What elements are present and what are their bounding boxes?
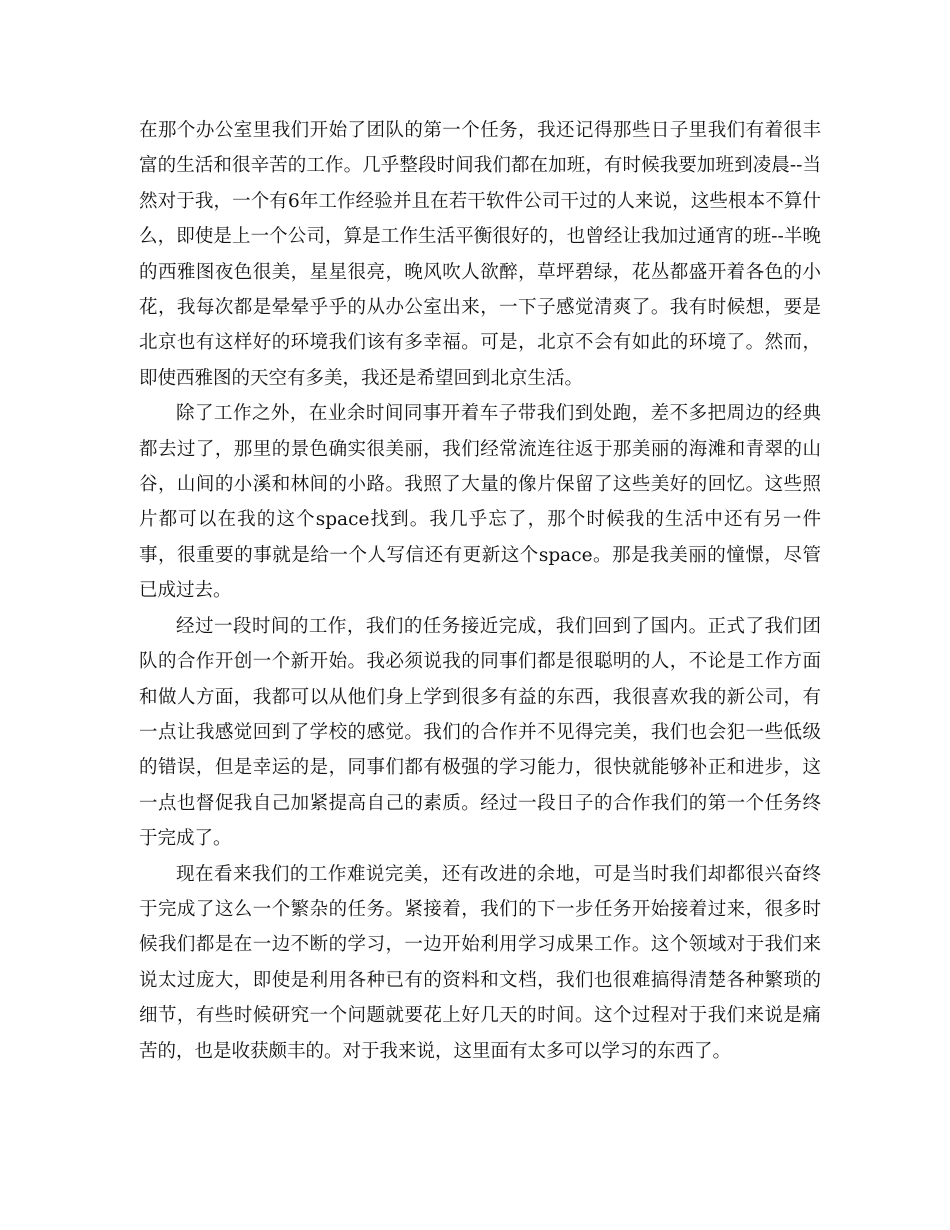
paragraph-1: 在那个办公室里我们开始了团队的第一个任务，我还记得那些日子里我们有着很丰富的生活和很辛苦的工作。几乎整段时间我们都在加班，有时候我要加班到凌晨--当然对于我，一个有6年工作经验并且在若干软件公司干过的人来说，这些根本不算什么，即使是上一个公司，算是工作生活平衡很好的，也曾经让我加过通宵的班--半晚的西雅图夜色很美，星星很亮，晚风吹人欲醉，草坪碧绿，花丛都盛开着各色的小花，我每次都是晕晕乎乎的从办公室出来，一下子感觉清爽了。我有时候想，要是北京也有这样好的环境我们该有多幸福。可是，北京不会有如此的环境了。然而，即使西雅图的天空有多美，我还是希望回到北京生活。 <box>139 120 821 389</box>
paragraph-3: 经过一段时间的工作，我们的任务接近完成，我们回到了国内。正式了我们团队的合作开创一个新开始。我必须说我的同事们都是很聪明的人，不论是工作方面和做人方面，我都可以从他们身上学到很多有益的东西，我很喜欢我的新公司，有一点让我感觉回到了学校的感觉。我们的合作并不见得完美，我们也会犯一些低级的错误，但是幸运的是，同事们都有极强的学习能力，很快就能够补正和进步，这一点也督促我自己加紧提高自己的素质。经过一段日子的合作我们的第一个任务终于完成了。 <box>139 615 821 850</box>
paragraph-2: 除了工作之外，在业余时间同事开着车子带我们到处跑，差不多把周边的经典都去过了，那里的景色确实很美丽，我们经常流连往返于那美丽的海滩和青翠的山谷，山间的小溪和林间的小路。我照了大量的像片保留了这些美好的回忆。这些照片都可以在我的这个space找到。我几乎忘了，那个时候我的生活中还有另一件事，很重要的事就是给一个人写信还有更新这个space。那是我美丽的憧憬，尽管已成过去。 <box>139 403 821 602</box>
paragraph-4: 现在看来我们的工作难说完美，还有改进的余地，可是当时我们却都很兴奋终于完成了这么一个繁杂的任务。紧接着，我们的下一步任务开始接着过来，很多时候我们都是在一边不断的学习，一边开始利用学习成果工作。这个领域对于我们来说太过庞大，即使是利用各种已有的资料和文档，我们也很难搞得清楚各种繁琐的细节，有些时候研究一个问题就要花上好几天的时间。这个过程对于我们来说是痛苦的，也是收获颇丰的。对于我来说，这里面有太多可以学习的东西了。 <box>139 863 821 1062</box>
document-body <box>139 113 821 1069</box>
